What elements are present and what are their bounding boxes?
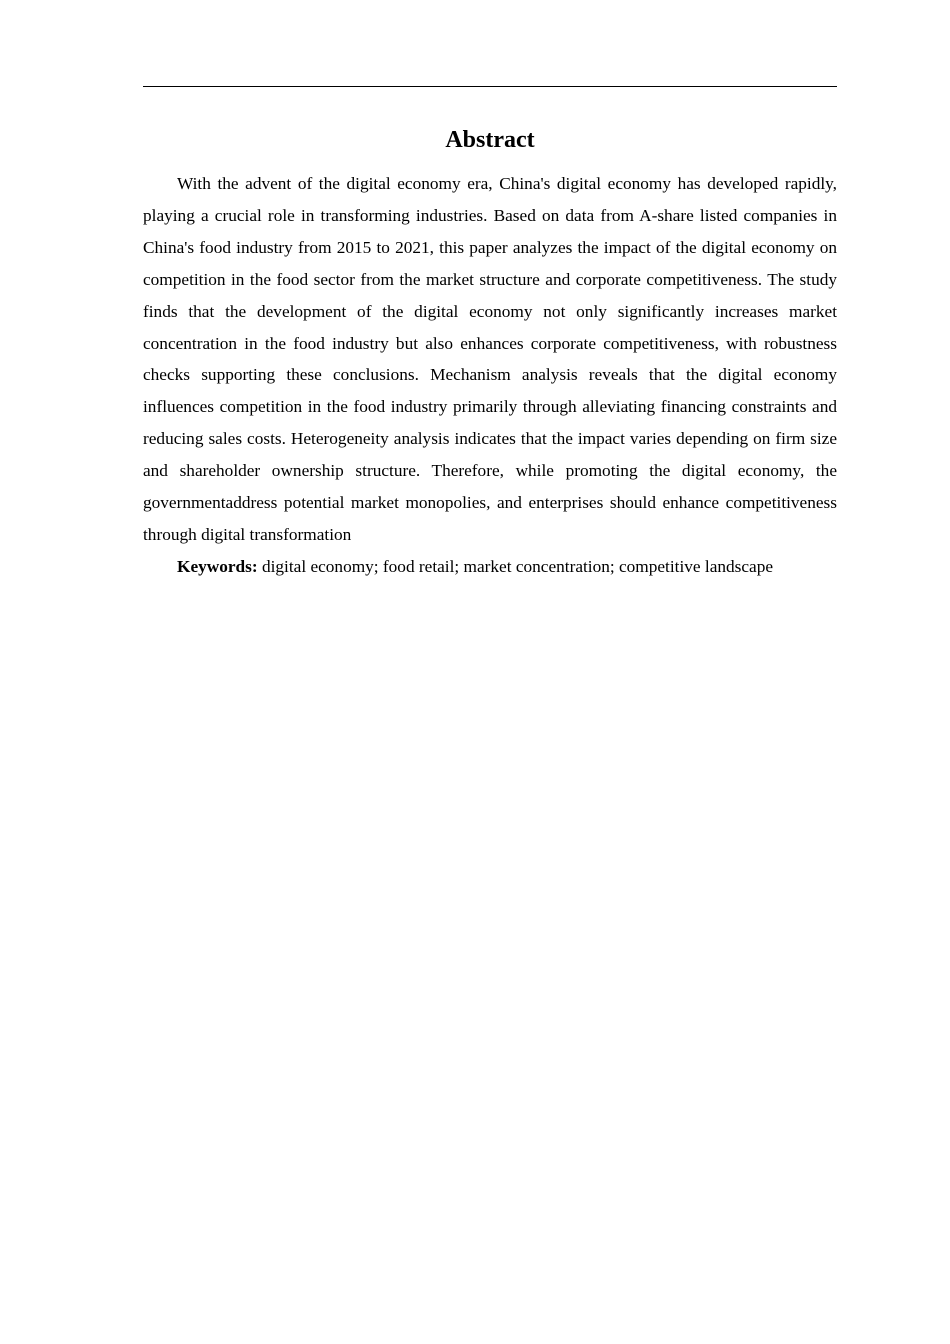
- keywords-text: digital economy; food retail; market concentration; competitive landscape: [261, 556, 774, 576]
- keywords-paragraph: [143, 551, 837, 583]
- keywords-label: Keywords:: [177, 556, 258, 576]
- header-rule: [143, 86, 837, 87]
- abstract-body: With the advent of the digital economy era, China's digital economy has developed rapidly, playing a crucial role in transforming industries. Based on data from A-share listed companies in China's food industry from 2015 to 2021, this paper analyzes the impact of the digital economy on competition in the food sector from the market structure and corporate competitiveness. The study finds that the development of the digital economy not only significantly increases market concentration in the food industry but also enhances corporate competitiveness, with robustness checks supporting these conclusions. Mechanism analysis reveals that the digital economy influences competition in the food industry primarily through alleviating financing constraints and reducing sales costs. Heterogeneity analysis indicates that the impact varies depending on firm size and shareholder ownership structure. Therefore, while promoting the digital economy, the governmentaddress potential market monopolies, and enterprises should enhance competitiveness through digital transformation: [143, 174, 837, 544]
- abstract-title: Abstract: [445, 127, 535, 153]
- abstract-section: [143, 122, 837, 583]
